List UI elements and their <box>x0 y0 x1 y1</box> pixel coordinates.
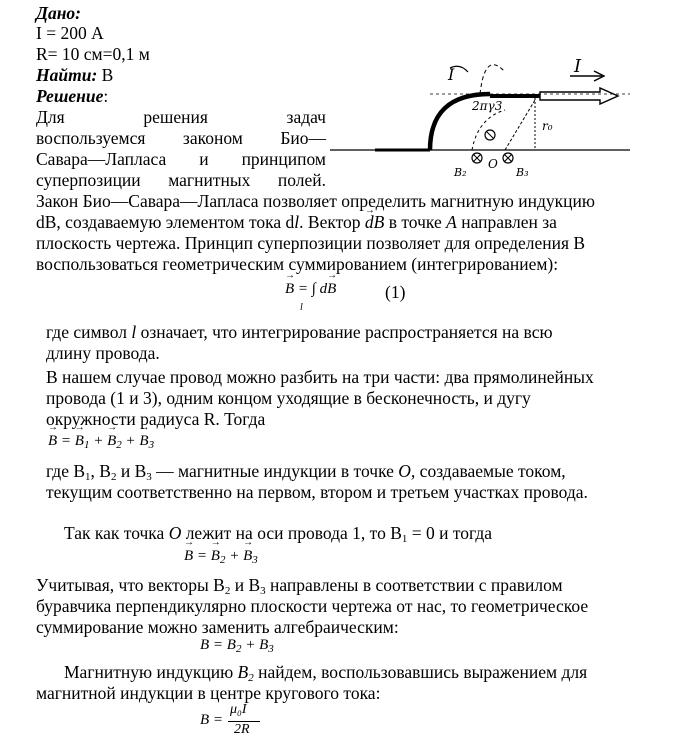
equation-1 <box>285 281 336 298</box>
eq-sub: 2 <box>235 643 242 655</box>
eq-symbol: → B <box>327 281 336 298</box>
text-span: и В <box>230 575 261 595</box>
para3-line-2: провода (1 и 3), одним концом уходящие в бесконечность, и дугу <box>46 388 531 408</box>
text-span: где В <box>46 461 86 481</box>
label-r0: r₀ <box>542 119 553 133</box>
sub: 3 <box>146 471 152 483</box>
eq-sub: 3 <box>268 643 274 655</box>
given-current: I = 200 А <box>36 23 104 43</box>
para5-line <box>64 523 492 543</box>
equation-5-denominator: 2R <box>234 722 250 737</box>
para1-line-2 <box>36 212 656 232</box>
intro-line-3 <box>36 149 326 169</box>
eq-symbol: → B <box>75 433 84 450</box>
text-span: , В <box>90 461 111 481</box>
para3-line-3: окружности радиуса R. Тогда <box>46 409 266 429</box>
intro-word: Савара—Лапласа <box>36 149 167 169</box>
eq-symbol: → B <box>211 548 220 565</box>
text-span: найдем, воспользовавшись выражением для <box>253 662 588 682</box>
find-line <box>36 65 113 85</box>
para1-line-3: плоскость чертежа. Принцип суперпозиции позволяет для определения В <box>36 233 586 253</box>
label-O: O <box>488 157 498 171</box>
intro-line-2 <box>36 128 326 148</box>
intro-word: Био— <box>280 128 326 148</box>
para6-line-2: буравчика перпендикулярно плоскости чертежа от нас, то геометрическое <box>36 596 589 616</box>
para2-line-1 <box>46 322 553 342</box>
text-span: направлен за <box>456 212 557 232</box>
sub: 1 <box>85 471 91 483</box>
intro-word: полей. <box>277 170 326 190</box>
text-span: . Вектор <box>299 212 365 232</box>
eq1-number: (1) <box>385 282 406 302</box>
solution-heading: Решение <box>36 86 104 106</box>
text-span: dB, создаваемую элементом тока d <box>36 212 295 232</box>
eq-sub: 3 <box>148 439 155 451</box>
eq-sub: 2 <box>116 439 122 451</box>
sub: 3 <box>260 585 266 597</box>
sub: 1 <box>401 533 408 545</box>
intro-word: магнитных <box>168 170 251 190</box>
text-span: В <box>237 662 249 682</box>
find-heading: Найти: <box>36 65 98 85</box>
vector-dB: → dB <box>365 212 384 232</box>
given-heading: Дано: <box>36 3 81 23</box>
para1-line-4: воспользоваться геометрическим суммированием (интегрированием): <box>36 254 559 274</box>
para7-line-2: магнитной индукции в центре кругового тока: <box>36 683 381 703</box>
eq-sub: 2 <box>219 554 226 566</box>
eq-symbol: → B <box>48 433 57 450</box>
intro-word: задач <box>286 107 326 127</box>
para1-line-1 <box>36 191 656 211</box>
solution-heading-line <box>36 86 108 106</box>
eq1-subscript: l <box>300 302 303 313</box>
eq-symbol: + B <box>241 637 269 653</box>
text-span: l <box>294 212 300 232</box>
eq-symbol: → B <box>139 433 148 450</box>
label-arc: 2πγ3 <box>472 99 503 113</box>
equation-2: → B = → $B_1$ + → $B_2$ + → $B_3$ <box>48 433 154 450</box>
eq-symbol: → B <box>184 548 193 565</box>
text-span: Учитывая, что векторы В <box>36 575 225 595</box>
text-span: — магнитные индукции в точке <box>151 461 399 481</box>
para2-line-2: длину провода. <box>46 343 160 363</box>
label-B2: B₂ <box>454 166 467 179</box>
text-span: означает, что интегрирование распространяется на всю <box>136 322 553 342</box>
para6-line-1 <box>36 575 563 595</box>
intro-word: суперпозиции <box>36 170 141 190</box>
given-radius: R= 10 см=0,1 м <box>36 44 150 64</box>
sub: 2 <box>110 471 117 483</box>
label-B3: B₃ <box>516 166 529 179</box>
para4-line-1 <box>46 461 566 481</box>
eq-symbol: → B <box>107 433 116 450</box>
text-span: A <box>446 212 457 232</box>
para1-text: Закон Био—Савара—Лапласа позволяет определить магнитную индукцию <box>36 191 595 211</box>
text-span: и В <box>116 461 147 481</box>
text-span: лежит на оси провода 1, то В <box>181 523 402 543</box>
intro-word: принципом <box>241 149 326 169</box>
text-span: Так как точка <box>64 523 169 543</box>
equation-5-lhs: B = <box>200 712 224 728</box>
intro-word: воспользуемся <box>36 128 146 148</box>
text-span: О <box>168 523 182 543</box>
text-span: где символ <box>46 322 132 342</box>
text-span: Магнитную индукцию <box>64 662 238 682</box>
wire-diagram <box>330 58 630 188</box>
text-span: в точке <box>384 212 447 232</box>
intro-word: законом <box>182 128 243 148</box>
text-span: = 0 и тогда <box>407 523 493 543</box>
eq-sub: 1 <box>83 439 90 451</box>
eq-symbol: = ∫ d <box>294 281 328 297</box>
para7-line-1 <box>64 662 587 682</box>
eq-symbol: B = B <box>200 637 236 653</box>
equation-4 <box>200 637 274 654</box>
para3-line-1: В нашем случае провод можно разбить на три части: два прямолинейных <box>46 367 594 387</box>
find-value: В <box>97 65 114 85</box>
sub: 2 <box>224 585 231 597</box>
para4-line-2: текущим соответственно на первом, втором и третьем участках провода. <box>46 482 588 502</box>
sub: 2 <box>248 672 254 684</box>
eq-symbol: → B <box>285 281 294 298</box>
dashed-arc-top <box>480 65 505 94</box>
solution-heading-colon: : <box>103 86 109 106</box>
eq-sub: 3 <box>252 554 258 566</box>
text-span: создаваемые током, <box>415 461 566 481</box>
para6-line-3: суммирование можно заменить алгебраическим: <box>36 617 399 637</box>
text-span: О, <box>398 461 416 481</box>
label-I-right: I <box>574 58 582 77</box>
current-arrow <box>540 88 618 104</box>
intro-word: решения <box>143 107 208 127</box>
intro-word: Для <box>36 107 65 127</box>
intro-line-1 <box>36 107 326 127</box>
intro-word: и <box>199 149 209 169</box>
text-span: l <box>131 322 137 342</box>
equation-3: → B = → $B_2$ + → $B_3$ <box>184 548 258 565</box>
label-I-left: I <box>448 65 455 84</box>
eq-symbol: → B <box>243 548 252 565</box>
text-span: направлены в соответствии с правилом <box>265 575 563 595</box>
intro-line-4 <box>36 170 326 190</box>
equation-5-numerator: μ₀I <box>230 702 247 717</box>
